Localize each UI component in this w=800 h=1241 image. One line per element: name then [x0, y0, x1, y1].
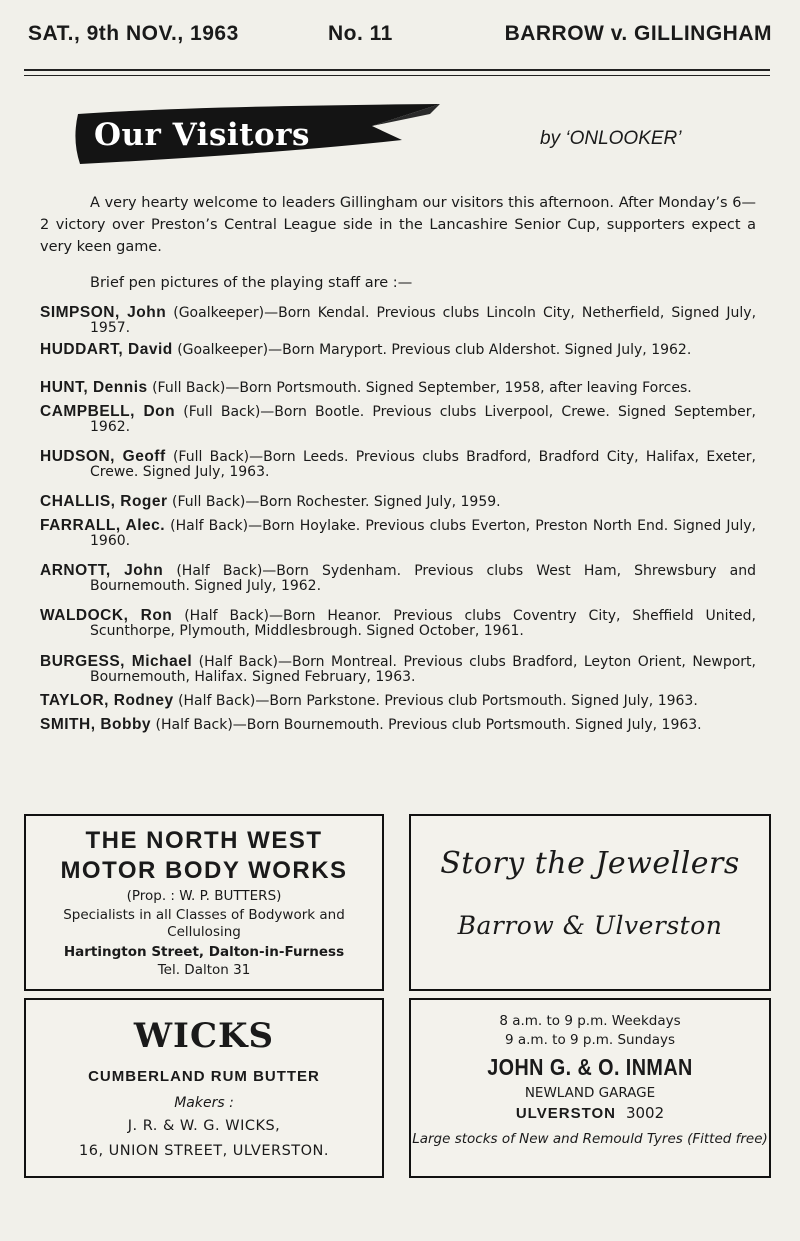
ad-wicks-product: CUMBERLAND RUM BUTTER [88, 1068, 320, 1085]
header-rule-thin [24, 75, 770, 76]
welcome-paragraph [40, 192, 756, 258]
ad-garage-town: ULVERSTON [515, 1105, 616, 1122]
byline: by ‘ONLOOKER’ [540, 128, 682, 149]
player-name: ARNOTT, John [40, 562, 164, 579]
player-entry [40, 449, 756, 494]
player-details: (Half Back)—Born Parkstone. Previous club Portsmouth. Signed July, 1963. [178, 693, 698, 709]
ad-phone: Tel. Dalton 31 [157, 962, 251, 978]
ad-wicks-name: WICKS [133, 1016, 275, 1056]
ad-wicks-makers: J. R. & W. G. WICKS, [127, 1118, 281, 1134]
header-date: SAT., 9th NOV., 1963 [28, 22, 239, 45]
player-details: (Goalkeeper)—Born Maryport. Previous club Aldershot. Signed July, 1962. [177, 342, 692, 358]
player-entry [40, 342, 756, 380]
player-entry [40, 654, 756, 693]
ad-garage-name: NEWLAND GARAGE [524, 1085, 656, 1101]
player-list [40, 305, 756, 751]
ad-title-line2: MOTOR BODY WORKS [60, 857, 348, 884]
player-entry [40, 563, 756, 608]
header-rule [24, 69, 770, 71]
welcome-text: A very hearty welcome to leaders Gillingham our visitors this afternoon. After Monday’s 6—2 victory over Preston’s Central League side in the Lancashire Senior Cup, supporters expect a very keen game. [40, 195, 756, 255]
ad-garage-owner: JOHN G. & O. INMAN [487, 1054, 693, 1080]
player-details: (Half Back)—Born Sydenham. Previous clubs West Ham, Shrewsbury and Bournemouth. Signed July, 1962. [90, 563, 757, 594]
ad-proprietor: (Prop. : W. P. BUTTERS) [126, 888, 282, 904]
header-match: BARROW v. GILLINGHAM [504, 22, 772, 45]
player-entry [40, 380, 756, 404]
pen-pictures-text: Brief pen pictures of the playing staff are :— [90, 275, 413, 291]
ad-jeweller-towns: Barrow & Ulverston [457, 911, 723, 940]
player-entry [40, 518, 756, 563]
ad-hours [411, 1012, 769, 1050]
player-name: CAMPBELL, Don [40, 403, 176, 420]
player-name: FARRALL, Alec. [40, 517, 166, 534]
player-entry [40, 608, 756, 654]
player-entry [40, 717, 756, 751]
player-name: HUDDART, David [40, 341, 173, 358]
ad-garage-phone: 3002 [625, 1104, 665, 1122]
player-details: (Half Back)—Born Hoylake. Previous clubs Everton, Preston North End. Signed July, 1960. [90, 518, 756, 549]
ad-jeweller-name: Story the Jewellers [440, 846, 740, 881]
player-details: (Full Back)—Born Bootle. Previous clubs Liverpool, Crewe. Signed September, 1962. [90, 404, 756, 435]
ad-specialty: Specialists in all Classes of Bodywork and Cellulosing [63, 907, 345, 940]
player-entry [40, 693, 756, 717]
player-name: SIMPSON, John [40, 304, 167, 321]
page-header [28, 22, 772, 52]
ad-wicks-rum-butter [24, 998, 384, 1178]
player-name: SMITH, Bobby [40, 716, 152, 733]
ad-wicks-makers-label: Makers : [174, 1095, 234, 1111]
player-name: TAYLOR, Rodney [40, 692, 174, 709]
ad-hours-weekdays: 8 a.m. to 9 p.m. Weekdays [499, 1013, 681, 1029]
player-details: (Goalkeeper)—Born Kendal. Previous clubs Lincoln City, Netherfield, Signed July, 1957. [90, 305, 757, 336]
player-entry [40, 404, 756, 449]
header-issue-number: No. 11 [328, 22, 393, 45]
player-name: WALDOCK, Ron [40, 607, 173, 624]
ad-story-the-jewellers [409, 814, 771, 991]
player-name: HUDSON, Geoff [40, 448, 166, 465]
player-details: (Half Back)—Born Heanor. Previous clubs Coventry City, Sheffield United, Scunthorpe, Plymouth, Middlesbrough. Signed October, 1961. [90, 608, 757, 639]
ad-address: Hartington Street, Dalton-in-Furness [63, 944, 345, 960]
player-details: (Half Back)—Born Bournemouth. Previous club Portsmouth. Signed July, 1963. [155, 717, 702, 733]
player-details: (Half Back)—Born Montreal. Previous clubs Bradford, Leyton Orient, Newport, Bournemouth, Halifax. Signed February, 1963. [90, 654, 756, 685]
player-name: CHALLIS, Roger [40, 493, 168, 510]
player-details: (Full Back)—Born Leeds. Previous clubs Bradford, Bradford City, Halifax, Exeter, Crewe. Signed July, 1963. [90, 449, 756, 480]
player-details: (Full Back)—Born Rochester. Signed July, 1959. [172, 494, 501, 510]
ad-tyres: Large stocks of New and Remould Tyres (Fitted free) [412, 1131, 768, 1147]
ad-title-line1: THE NORTH WEST [85, 827, 323, 854]
player-entry [40, 305, 756, 342]
player-entry [40, 494, 756, 518]
player-details: (Full Back)—Born Portsmouth. Signed September, 1958, after leaving Forces. [152, 380, 692, 396]
ad-garage-location [411, 1104, 769, 1122]
pennant-banner [72, 104, 442, 166]
pen-pictures-paragraph [40, 272, 756, 294]
ad-wicks-address: 16, UNION STREET, ULVERSTON. [79, 1143, 329, 1159]
player-name: BURGESS, Michael [40, 653, 193, 670]
ad-north-west-motor-body-works [24, 814, 384, 991]
ad-hours-sundays: 9 a.m. to 9 p.m. Sundays [504, 1032, 676, 1048]
player-name: HUNT, Dennis [40, 379, 148, 396]
banner-title: Our Visitors [94, 117, 310, 153]
ad-inman-newland-garage [409, 998, 771, 1178]
